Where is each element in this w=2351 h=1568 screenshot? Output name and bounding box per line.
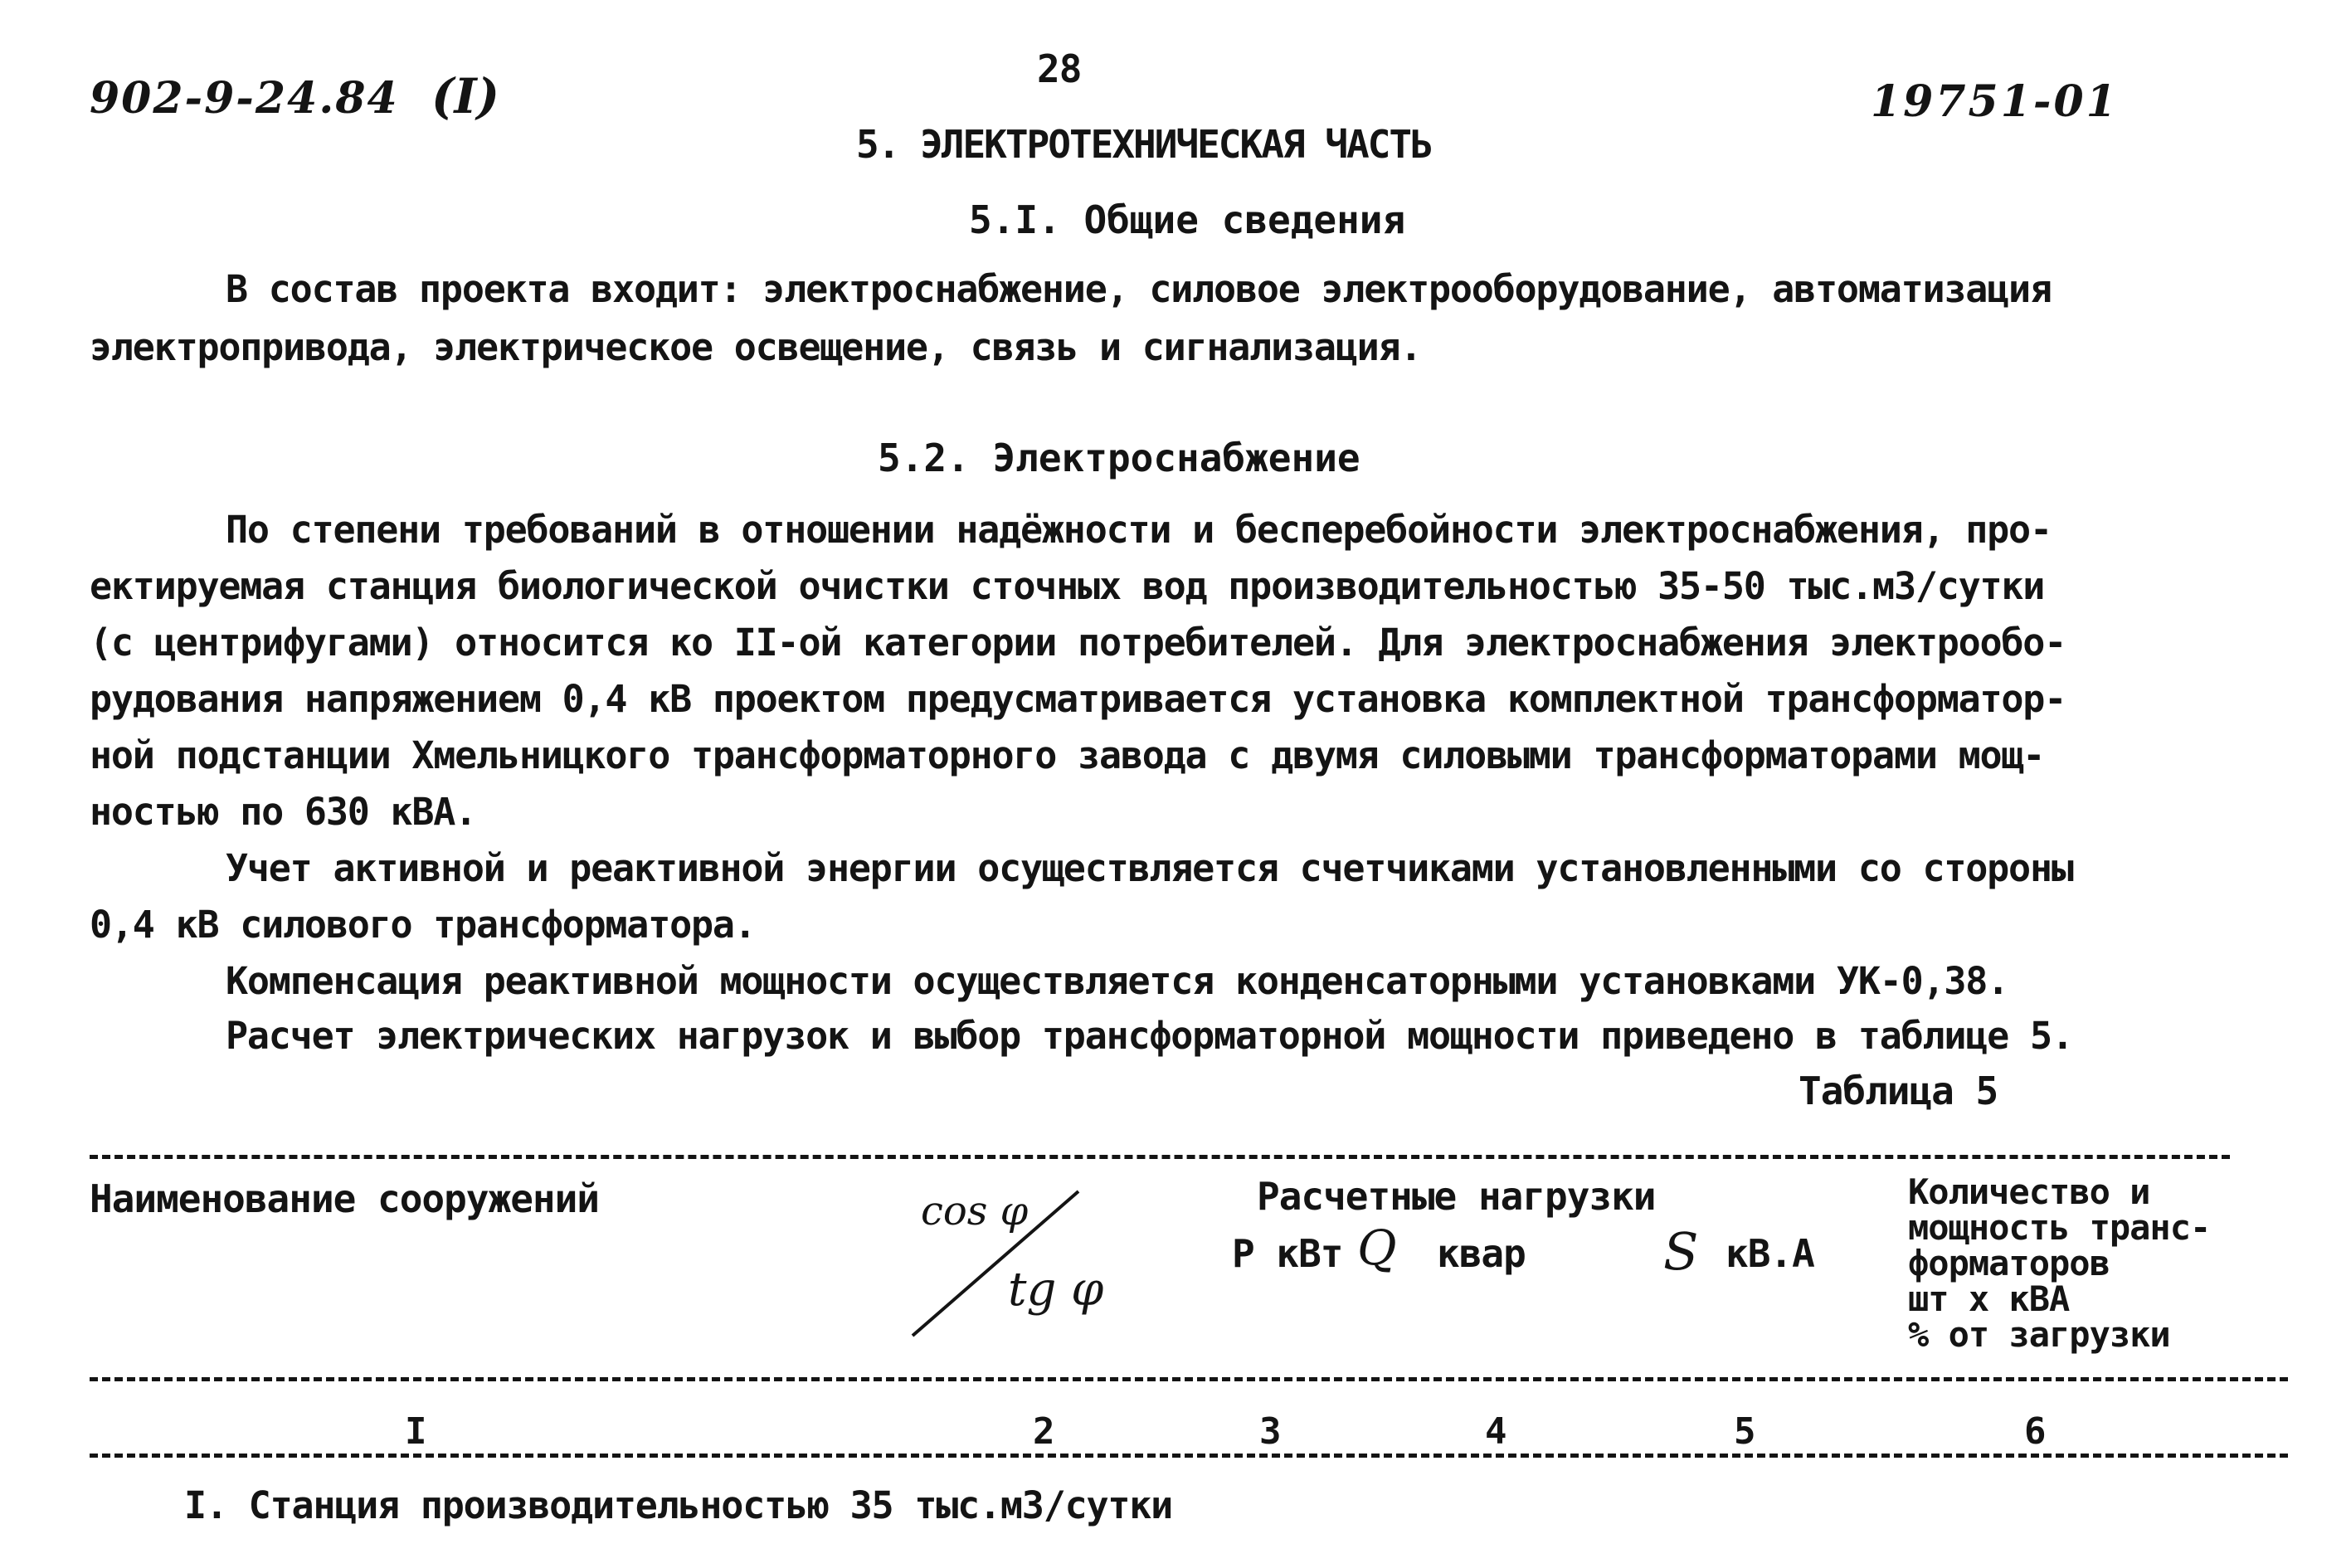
paragraph-line: ектируемая станция биологической очистки сточных вод производительностью 35-50 тыс.м3/сутки xyxy=(90,564,2045,608)
tg-phi-label: tg φ xyxy=(1008,1263,1104,1317)
paragraph-line: Компенсация реактивной мощности осуществляется конденсаторными установками УК-0,38. xyxy=(226,959,2009,1003)
column-header-transformers-line: % от загрузки xyxy=(1908,1314,2170,1355)
paragraph-line: электропривода, электрическое освещение, связь и сигнализация. xyxy=(90,325,1422,369)
paragraph-line: ностью по 630 кВА. xyxy=(90,790,477,834)
column-header-name: Наименование сооружений xyxy=(90,1176,599,1221)
volume-mark: (I) xyxy=(431,68,500,124)
table-row: I. Станция производительностью 35 тыс.м3/сутки xyxy=(184,1483,1173,1527)
table-caption: Таблица 5 xyxy=(1799,1069,1998,1113)
column-number: 3 xyxy=(1259,1410,1282,1453)
paragraph-line: 0,4 кВ силового трансформатора. xyxy=(90,903,756,947)
subsection-1-title: 5.I. Общие сведения xyxy=(969,197,1406,242)
doc-code: 902-9-24.84 xyxy=(90,73,399,124)
table-top-rule xyxy=(90,1155,2230,1159)
paragraph-line: рудования напряжением 0,4 кВ проектом предусматривается установка комплектной трансформатор- xyxy=(90,677,2066,721)
column-number: 2 xyxy=(1033,1410,1055,1453)
archive-number: 19751-01 xyxy=(1871,76,2119,127)
column-number: 4 xyxy=(1485,1410,1507,1453)
column-number: I xyxy=(405,1410,427,1453)
column-header-transformers-line: Количество и xyxy=(1908,1171,2150,1212)
paragraph-line: По степени требований в отношении надёжности и бесперебойности электроснабжения, про- xyxy=(226,508,2052,552)
section-title: 5. ЭЛЕКТРОТЕХНИЧЕСКАЯ ЧАСТЬ xyxy=(856,122,1432,167)
paragraph-line: (с центрифугами) относится ко II-ой категории потребителей. Для электроснабжения электрообо- xyxy=(90,621,2066,665)
column-header-q-unit: квар xyxy=(1437,1231,1526,1276)
s-symbol: S xyxy=(1663,1221,1699,1282)
diagonal-divider xyxy=(904,1178,1103,1344)
paragraph-line: ной подстанции Хмельницкого трансформаторного завода с двумя силовыми трансформаторами мощ- xyxy=(90,733,2045,777)
paragraph-line: Расчет электрических нагрузок и выбор трансформаторной мощности приведено в таблице 5. xyxy=(226,1014,2073,1058)
table-numbers-rule xyxy=(90,1454,2288,1458)
column-number: 6 xyxy=(2024,1410,2047,1453)
column-header-p: Р кВт xyxy=(1232,1231,1343,1276)
paragraph-line: В состав проекта входит: электроснабжение, силовое электрооборудование, автоматизация xyxy=(226,267,2052,311)
column-header-transformers-line: мощность транс- xyxy=(1908,1207,2211,1248)
column-header-s-unit: кВ.А xyxy=(1726,1231,1814,1276)
table-header-rule xyxy=(90,1377,2288,1381)
cos-phi-label: cos φ xyxy=(921,1188,1029,1234)
page-number: 28 xyxy=(1037,46,1082,91)
paragraph-line: Учет активной и реактивной энергии осуществляется счетчиками установленными со стороны xyxy=(226,846,2073,890)
column-number: 5 xyxy=(1734,1410,1756,1453)
column-header-transformers-line: форматоров xyxy=(1908,1243,2110,1283)
subsection-2-title: 5.2. Электроснабжение xyxy=(878,436,1360,480)
column-header-loads: Расчетные нагрузки xyxy=(1257,1174,1656,1219)
q-symbol: Q xyxy=(1357,1220,1397,1276)
column-header-transformers-line: шт х кВА xyxy=(1908,1278,2070,1319)
